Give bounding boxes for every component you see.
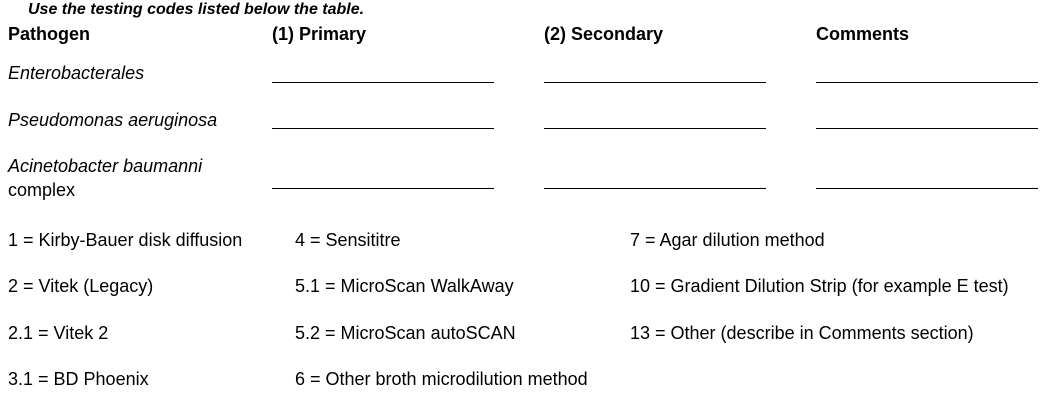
code-item: 7 = Agar dilution method bbox=[630, 230, 825, 250]
code-item: 1 = Kirby-Bauer disk diffusion bbox=[8, 230, 243, 250]
primary-blank-row-3[interactable] bbox=[272, 188, 494, 189]
secondary-blank-row-3[interactable] bbox=[544, 188, 766, 189]
secondary-blank-row-1[interactable] bbox=[544, 82, 766, 83]
instruction-text: Use the testing codes listed below the table. bbox=[28, 1, 365, 18]
comments-blank-row-3[interactable] bbox=[816, 188, 1038, 189]
code-item: 13 = Other (describe in Comments section) bbox=[630, 323, 974, 343]
pathogen-name-enterobacterales bbox=[8, 61, 144, 85]
pathogen-name-pseudomonas bbox=[8, 108, 217, 132]
pathogen-name-extra: complex bbox=[8, 180, 76, 200]
primary-blank-row-1[interactable] bbox=[272, 82, 494, 83]
pathogen-name-text: Pseudomonas aeruginosa bbox=[8, 110, 218, 130]
header-pathogen: Pathogen bbox=[8, 24, 91, 44]
header-primary: (1) Primary bbox=[272, 24, 367, 44]
primary-blank-row-2[interactable] bbox=[272, 128, 494, 129]
code-item: 2.1 = Vitek 2 bbox=[8, 323, 109, 343]
comments-blank-row-1[interactable] bbox=[816, 82, 1038, 83]
code-item: 6 = Other broth microdilution method bbox=[295, 369, 588, 389]
header-secondary: (2) Secondary bbox=[544, 24, 664, 44]
code-item: 3.1 = BD Phoenix bbox=[8, 369, 149, 389]
pathogen-name-text: Acinetobacter baumanni bbox=[8, 156, 203, 176]
pathogen-name-text: Enterobacterales bbox=[8, 63, 145, 83]
pathogen-name-acinetobacter bbox=[8, 154, 202, 202]
secondary-blank-row-2[interactable] bbox=[544, 128, 766, 129]
code-item: 4 = Sensititre bbox=[295, 230, 401, 250]
code-item: 5.1 = MicroScan WalkAway bbox=[295, 276, 514, 296]
code-item: 10 = Gradient Dilution Strip (for example E test) bbox=[630, 276, 1009, 296]
code-item: 5.2 = MicroScan autoSCAN bbox=[295, 323, 516, 343]
header-comments: Comments bbox=[816, 24, 910, 44]
comments-blank-row-2[interactable] bbox=[816, 128, 1038, 129]
code-item: 2 = Vitek (Legacy) bbox=[8, 276, 154, 296]
